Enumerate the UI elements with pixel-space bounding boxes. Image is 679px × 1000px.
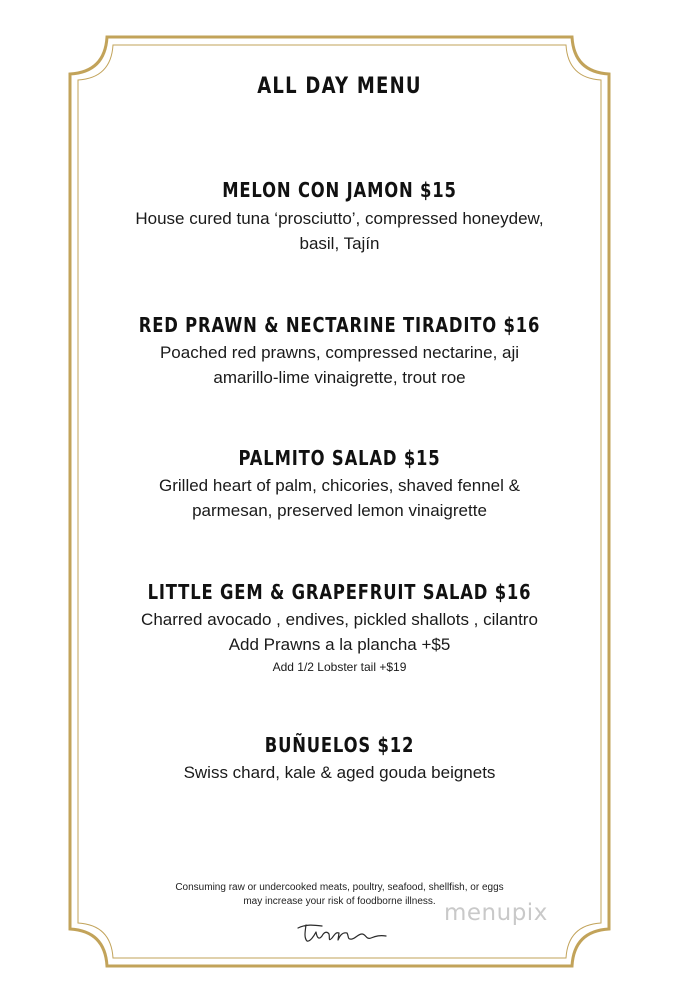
item-name-melon-con-jamon: MELON CON JAMON $15: [222, 178, 457, 202]
item-name-red-prawn-tiradito: RED PRAWN & NECTARINE TIRADITO $16: [138, 313, 541, 337]
desc-line: Poached red prawns, compressed nectarine, aji: [159, 343, 520, 362]
desc-line: parmesan, preserved lemon vinaigrette: [192, 501, 487, 520]
desc-line: Add Prawns a la plancha +$5: [228, 635, 451, 654]
desc-line: Swiss chard, kale & aged gouda beignets: [183, 763, 496, 782]
item-desc-melon-con-jamon: [100, 206, 579, 256]
item-name-bunuelos: BUÑUELOS $12: [264, 733, 415, 757]
item-name-little-gem-salad: LITTLE GEM & GRAPEFRUIT SALAD $16: [147, 580, 532, 604]
tigre-signature-logo: [292, 914, 392, 950]
item-desc-red-prawn-tiradito: [100, 340, 579, 390]
desc-line: House cured tuna ‘prosciutto’, compressed honeydew,: [135, 209, 544, 228]
disclaimer-line: may increase your risk of foodborne illness.: [243, 896, 436, 907]
menupix-watermark: menupix: [444, 900, 548, 926]
desc-line: Grilled heart of palm, chicories, shaved fennel &: [159, 476, 520, 495]
add-on-note: Add 1/2 Lobster tail +$19: [272, 660, 407, 674]
item-desc-bunuelos: [100, 760, 579, 785]
desc-line: amarillo-lime vinaigrette, trout roe: [213, 368, 466, 387]
desc-line: basil, Tajín: [299, 234, 380, 253]
menu-title: ALL DAY MENU: [257, 74, 422, 99]
desc-line: Charred avocado , endives, pickled shallots , cilantro: [141, 610, 538, 629]
item-desc-little-gem-salad: [100, 607, 579, 675]
disclaimer-line: Consuming raw or undercooked meats, poultry, seafood, shellfish, or eggs: [175, 882, 504, 893]
item-desc-palmito-salad: [100, 473, 579, 523]
item-name-palmito-salad: PALMITO SALAD $15: [238, 446, 441, 470]
